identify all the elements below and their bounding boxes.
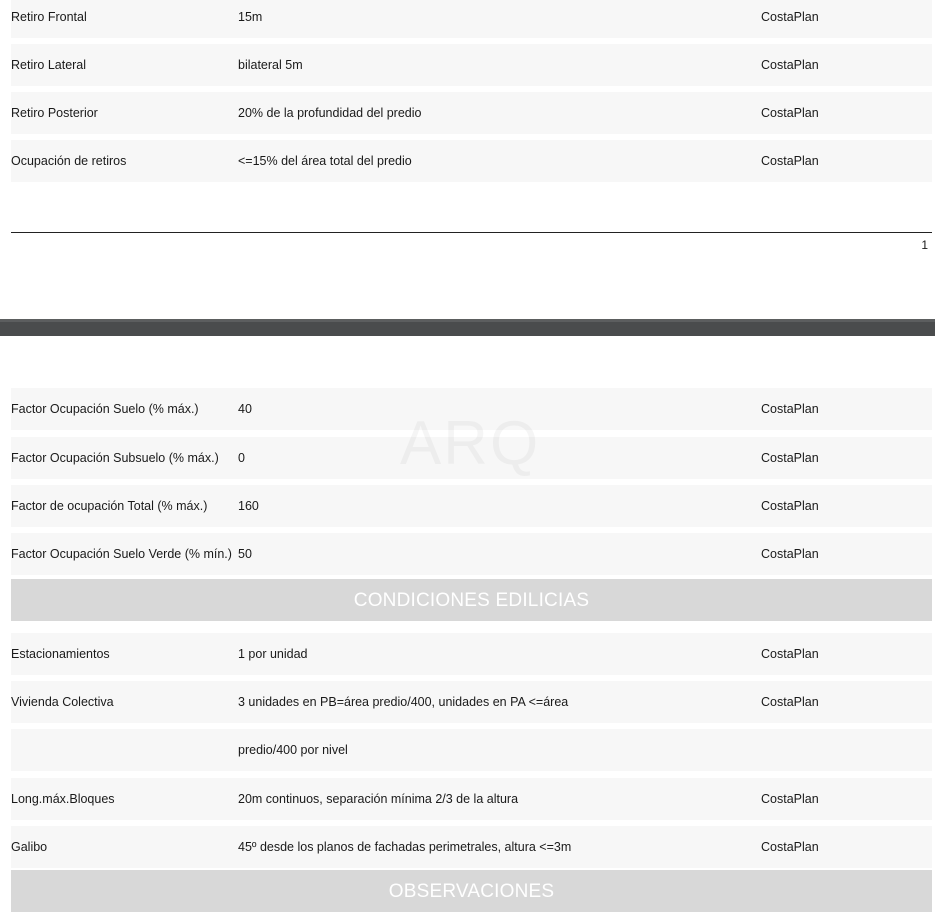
row-value: 3 unidades en PB=área predio/400, unidades en PA <=área (238, 695, 569, 709)
row-label: Vivienda Colectiva (11, 695, 114, 709)
row-label: Factor Ocupación Suelo (% máx.) (11, 402, 199, 416)
row-source: CostaPlan (761, 10, 819, 24)
row-source: CostaPlan (761, 451, 819, 465)
row-value: 1 por unidad (238, 647, 308, 661)
row-label: Factor Ocupación Suelo Verde (% mín.) (11, 547, 232, 561)
row-value: 15m (238, 10, 263, 24)
row-value: predio/400 por nivel (238, 743, 348, 757)
row-value: 45º desde los planos de fachadas perimetrales, altura <=3m (238, 840, 572, 854)
table-row (11, 44, 932, 86)
row-label: Retiro Lateral (11, 58, 87, 72)
table-row (11, 826, 932, 868)
row-source: CostaPlan (761, 58, 819, 72)
row-source: CostaPlan (761, 547, 819, 561)
footer-divider (11, 232, 932, 233)
row-value: 20m continuos, separación mínima 2/3 de la altura (238, 792, 519, 806)
row-source: CostaPlan (761, 647, 819, 661)
row-value: 20% de la profundidad del predio (238, 106, 422, 120)
row-source: CostaPlan (761, 402, 819, 416)
watermark-logo (385, 408, 555, 479)
row-label: Galibo (11, 840, 48, 854)
row-source: CostaPlan (761, 106, 819, 120)
table-row (11, 92, 932, 134)
row-label: Ocupación de retiros (11, 154, 127, 168)
table-row (11, 729, 932, 771)
table-row (11, 533, 932, 575)
row-label: Factor de ocupación Total (% máx.) (11, 499, 208, 513)
table-row (11, 140, 932, 182)
page-number: 1 (921, 238, 928, 252)
row-source: CostaPlan (761, 154, 819, 168)
page-separator (0, 319, 935, 336)
row-label: Long.máx.Bloques (11, 792, 115, 806)
row-source: CostaPlan (761, 695, 819, 709)
row-value: 40 (238, 402, 252, 416)
row-label: Retiro Posterior (11, 106, 98, 120)
row-source: CostaPlan (761, 840, 819, 854)
row-value: 50 (238, 547, 252, 561)
row-value: 160 (238, 499, 259, 513)
section-header-observaciones: OBSERVACIONES (11, 870, 932, 912)
section-header-condiciones-edilicias: CONDICIONES EDILICIAS (11, 579, 932, 621)
row-value: <=15% del área total del predio (238, 154, 412, 168)
row-source: CostaPlan (761, 792, 819, 806)
table-row (11, 778, 932, 820)
table-row (11, 681, 932, 723)
row-value: bilateral 5m (238, 58, 303, 72)
row-value: 0 (238, 451, 245, 465)
row-label: Estacionamientos (11, 647, 110, 661)
table-row (11, 0, 932, 38)
row-label: Retiro Frontal (11, 10, 87, 24)
table-row (11, 633, 932, 675)
row-source: CostaPlan (761, 499, 819, 513)
table-row (11, 485, 932, 527)
row-label: Factor Ocupación Subsuelo (% máx.) (11, 451, 219, 465)
